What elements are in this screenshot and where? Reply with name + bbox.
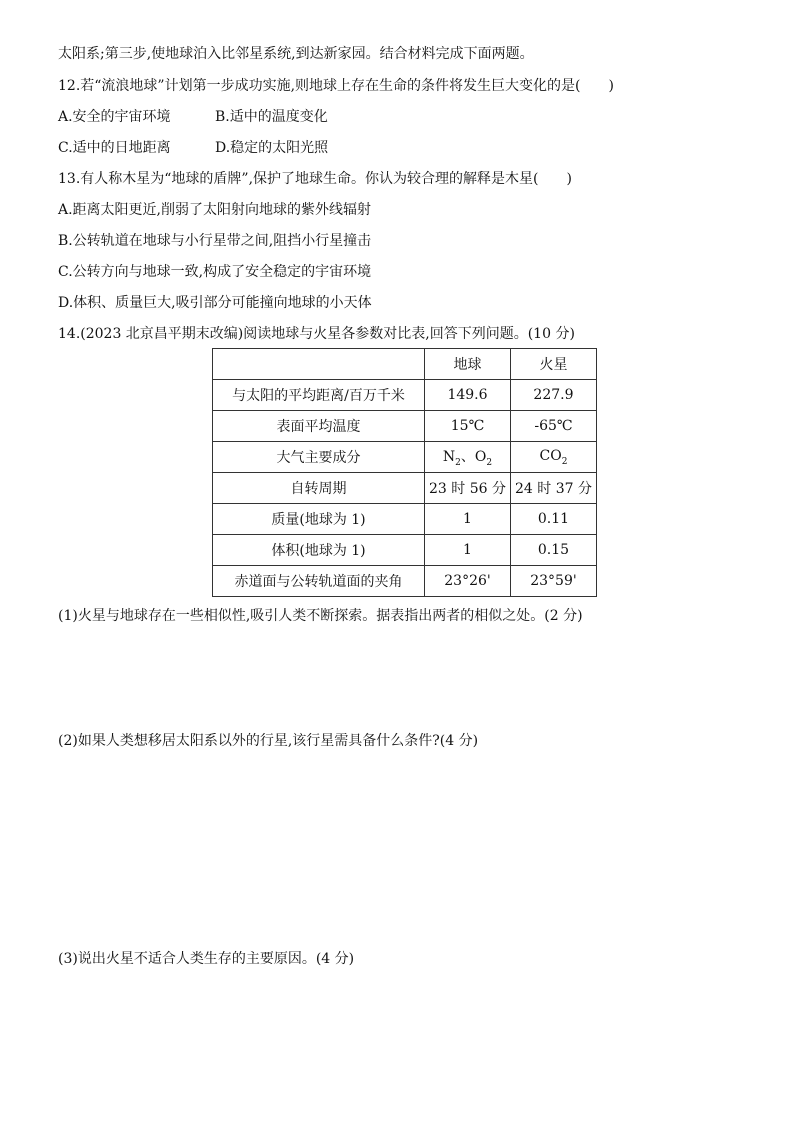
- table-header-cell: 火星: [510, 349, 596, 380]
- q12-option-d: D.稳定的太阳光照: [215, 140, 329, 156]
- atm-n: N: [442, 449, 456, 466]
- q12-stem: 12.若“流浪地球”计划第一步成功实施,则地球上存在生命的条件将发生巨大变化的是( ): [58, 78, 614, 94]
- table-cell: 1: [425, 504, 511, 535]
- q12-option-c: C.适中的日地距离: [58, 140, 171, 156]
- table-cell: 0.11: [510, 504, 596, 535]
- table-cell: 227.9: [510, 380, 596, 411]
- table-cell: 体积(地球为 1): [213, 535, 425, 566]
- table-cell: 15℃: [425, 411, 511, 442]
- q13-option-a: A.距离太阳更近,削弱了太阳射向地球的紫外线辐射: [58, 202, 372, 218]
- subscript-2: 2: [455, 457, 461, 468]
- table-row: [213, 380, 597, 411]
- atm-o: 、O: [460, 449, 487, 466]
- table-header-cell: 地球: [425, 349, 511, 380]
- subscript-2: 2: [486, 457, 493, 468]
- table-row: [213, 473, 597, 504]
- q14-stem: 14.(2023 北京昌平期末改编)阅读地球与火星各参数对比表,回答下列问题。(10 分): [58, 326, 575, 342]
- table-row: [213, 566, 597, 597]
- table-cell-earth-atmosphere: [425, 442, 511, 473]
- table-cell-mars-atmosphere: [510, 442, 596, 473]
- earth-mars-comparison-table: [212, 348, 597, 597]
- q12-option-a: A.安全的宇宙环境: [58, 109, 171, 125]
- q12-option-b: B.适中的温度变化: [215, 109, 328, 125]
- table-cell: 质量(地球为 1): [213, 504, 425, 535]
- table-row: [213, 504, 597, 535]
- table-cell: 赤道面与公转轨道面的夹角: [213, 566, 425, 597]
- table-row: [213, 411, 597, 442]
- table-row: [213, 442, 597, 473]
- table-cell: 23°26': [425, 566, 511, 597]
- intro-line: 太阳系;第三步,使地球泊入比邻星系统,到达新家园。结合材料完成下面两题。: [58, 46, 534, 62]
- table-cell: 与太阳的平均距离/百万千米: [213, 380, 425, 411]
- q13-option-b: B.公转轨道在地球与小行星带之间,阻挡小行星撞击: [58, 233, 372, 249]
- table-header-cell: [213, 349, 425, 380]
- subscript-2: 2: [561, 456, 568, 467]
- table-cell: 1: [425, 535, 511, 566]
- q14-sub2: (2)如果人类想移居太阳系以外的行星,该行星需具备什么条件?(4 分): [58, 733, 479, 749]
- table-cell: 23°59': [510, 566, 596, 597]
- table-cell: 23 时 56 分: [425, 473, 511, 504]
- q13-option-d: D.体积、质量巨大,吸引部分可能撞向地球的小天体: [58, 295, 372, 311]
- q13-option-c: C.公转方向与地球一致,构成了安全稳定的宇宙环境: [58, 264, 372, 280]
- table-cell: -65℃: [510, 411, 596, 442]
- table-row: [213, 535, 597, 566]
- atm-co: CO: [539, 447, 562, 464]
- table-header-row: [213, 349, 597, 380]
- table-cell: 0.15: [510, 535, 596, 566]
- q13-stem: 13.有人称木星为“地球的盾牌”,保护了地球生命。你认为较合理的解释是木星( ): [58, 171, 572, 187]
- table-cell: 24 时 37 分: [510, 473, 596, 504]
- q14-sub1: (1)火星与地球存在一些相似性,吸引人类不断探索。据表指出两者的相似之处。(2 分): [58, 608, 583, 624]
- table-cell: 表面平均温度: [213, 411, 425, 442]
- table-cell: 大气主要成分: [213, 442, 425, 473]
- q14-sub3: (3)说出火星不适合人类生存的主要原因。(4 分): [58, 951, 355, 967]
- table-cell: 自转周期: [213, 473, 425, 504]
- table-cell: 149.6: [425, 380, 511, 411]
